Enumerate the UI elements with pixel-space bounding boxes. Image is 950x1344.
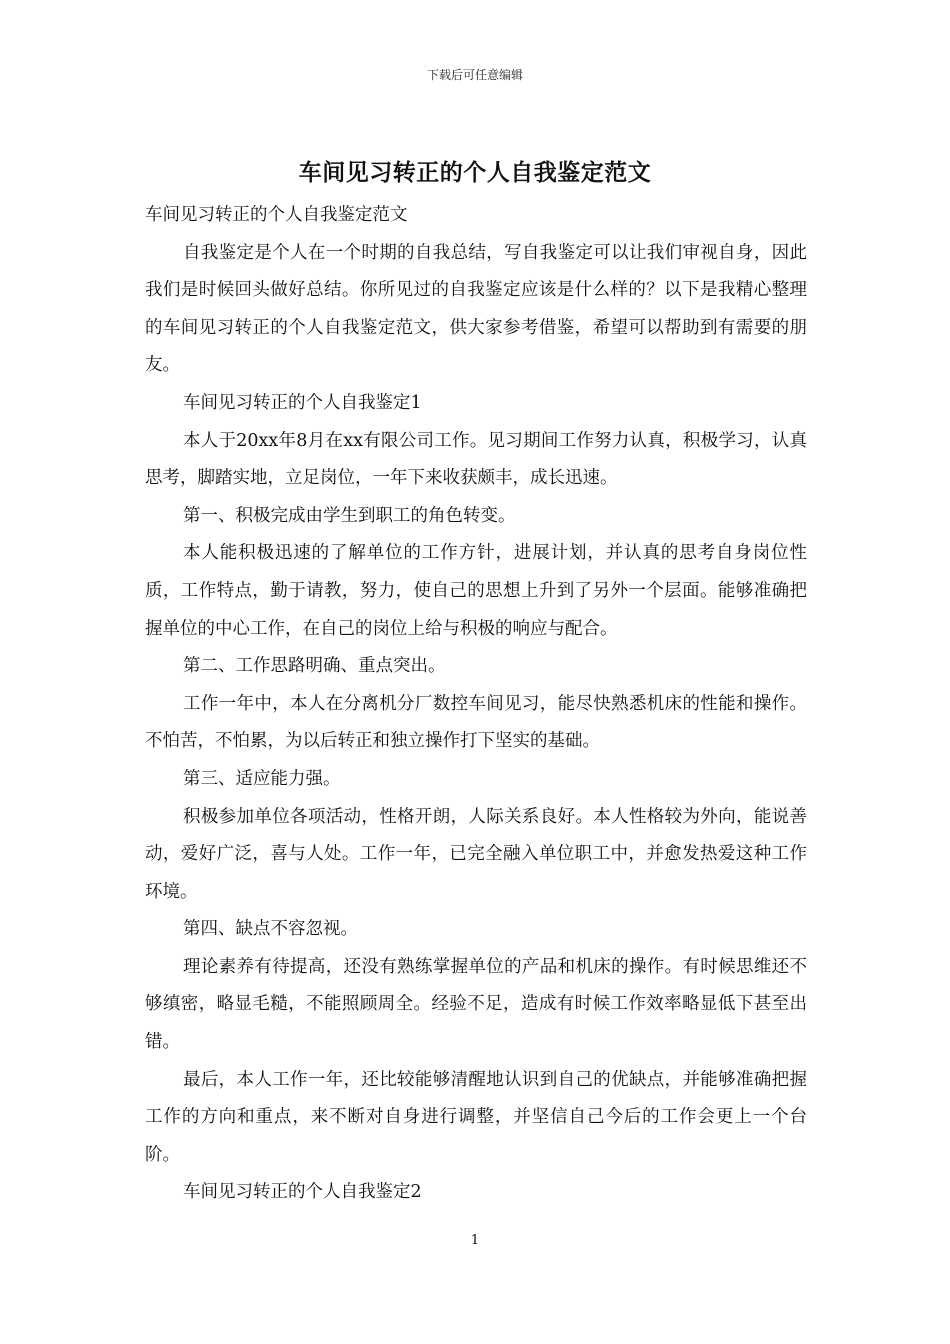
intro-paragraph: 自我鉴定是个人在一个时期的自我总结，写自我鉴定可以让我们审视自身，因此我们是时候回头做好总结。你所见过的自我鉴定应该是什么样的？以下是我精心整理的车间见习转正的个人自我鉴定范文，供大家参考借鉴，希望可以帮助到有需要的朋友。	[145, 242, 807, 376]
point-heading-3: 第三、适应能力强。	[183, 768, 341, 789]
point-heading-4: 第四、缺点不容忽视。	[183, 919, 358, 940]
point-heading-2: 第二、工作思路明确、重点突出。	[183, 656, 446, 677]
section-heading-1: 车间见习转正的个人自我鉴定1	[183, 392, 422, 413]
body-paragraph: 最后，本人工作一年，还比较能够清醒地认识到自己的优缺点，并能够准确把握工作的方向和重点，来不断对自身进行调整，并坚信自己今后的工作会更上一个台阶。	[145, 1069, 807, 1165]
subtitle-paragraph: 车间见习转正的个人自我鉴定范文	[145, 205, 408, 225]
body-paragraph: 工作一年中，本人在分离机分厂数控车间见习，能尽快熟悉机床的性能和操作。不怕苦，不怕累，为以后转正和独立操作打下坚实的基础。	[145, 693, 807, 752]
document-body	[145, 197, 807, 1212]
document-title: 车间见习转正的个人自我鉴定范文	[298, 159, 652, 186]
body-paragraph: 理论素养有待提高，还没有熟练掌握单位的产品和机床的操作。有时候思维还不够缜密，略显毛糙，不能照顾周全。经验不足，造成有时候工作效率略显低下甚至出错。	[145, 956, 807, 1053]
page-number: 1	[470, 1233, 480, 1248]
body-paragraph: 积极参加单位各项活动，性格开朗，人际关系良好。本人性格较为外向，能说善动，爱好广泛，喜与人处。工作一年，已完全融入单位职工中，并愈发热爱这种工作环境。	[145, 806, 807, 902]
section-heading-2: 车间见习转正的个人自我鉴定2	[183, 1182, 422, 1203]
body-paragraph: 本人于20xx年8月在xx有限公司工作。见习期间工作努力认真，积极学习，认真思考，脚踏实地，立足岗位，一年下来收获颇丰，成长迅速。	[145, 430, 807, 489]
header-note: 下载后可任意编辑	[426, 68, 523, 82]
point-heading-1: 第一、积极完成由学生到职工的角色转变。	[183, 505, 516, 526]
body-paragraph: 本人能积极迅速的了解单位的工作方针，进展计划，并认真的思考自身岗位性质，工作特点，勤于请教，努力，使自己的思想上升到了另外一个层面。能够准确把握单位的中心工作，在自己的岗位上给与积极的响应与配合。	[145, 543, 807, 639]
